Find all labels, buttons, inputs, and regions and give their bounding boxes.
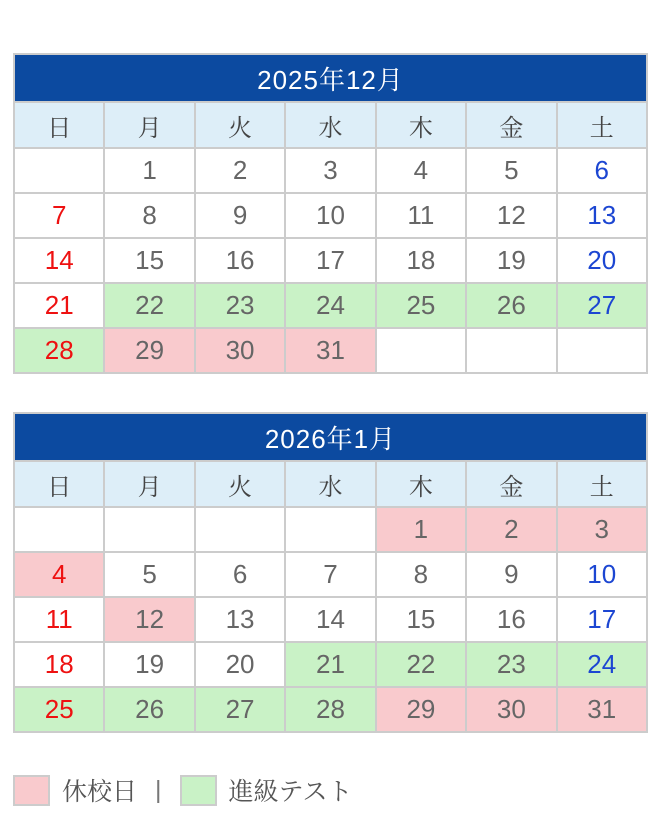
day-cell: 18 <box>14 642 104 687</box>
day-cell: 2 <box>195 148 285 193</box>
day-cell: 29 <box>104 328 194 373</box>
day-cell: 15 <box>376 597 466 642</box>
day-cell: 30 <box>195 328 285 373</box>
day-cell: 20 <box>195 642 285 687</box>
weekday-header: 水 <box>285 461 375 507</box>
day-cell: 10 <box>557 552 647 597</box>
calendar-body <box>14 148 647 373</box>
day-cell: 7 <box>14 193 104 238</box>
day-cell: 23 <box>195 283 285 328</box>
day-cell: 27 <box>557 283 647 328</box>
weekday-header: 火 <box>195 102 285 148</box>
day-cell: 19 <box>104 642 194 687</box>
day-cell: 4 <box>14 552 104 597</box>
day-cell: 22 <box>104 283 194 328</box>
day-cell: 28 <box>14 328 104 373</box>
day-cell: 9 <box>466 552 556 597</box>
empty-day-cell <box>285 507 375 552</box>
week-row <box>14 642 647 687</box>
weekday-row <box>14 102 647 148</box>
day-cell: 17 <box>285 238 375 283</box>
day-cell: 14 <box>14 238 104 283</box>
week-row <box>14 238 647 283</box>
week-row <box>14 687 647 732</box>
day-cell: 23 <box>466 642 556 687</box>
calendar-title-row <box>14 54 647 102</box>
day-cell: 5 <box>104 552 194 597</box>
weekday-header: 日 <box>14 102 104 148</box>
day-cell: 17 <box>557 597 647 642</box>
day-cell: 7 <box>285 552 375 597</box>
empty-day-cell <box>14 507 104 552</box>
day-cell: 22 <box>376 642 466 687</box>
calendar-title: 2025年12月 <box>14 54 647 102</box>
day-cell: 27 <box>195 687 285 732</box>
day-cell: 31 <box>285 328 375 373</box>
day-cell: 15 <box>104 238 194 283</box>
day-cell: 13 <box>557 193 647 238</box>
day-cell: 24 <box>285 283 375 328</box>
weekday-row <box>14 461 647 507</box>
day-cell: 10 <box>285 193 375 238</box>
week-row <box>14 328 647 373</box>
empty-day-cell <box>557 328 647 373</box>
day-cell: 1 <box>376 507 466 552</box>
weekday-header: 火 <box>195 461 285 507</box>
day-cell: 11 <box>14 597 104 642</box>
empty-day-cell <box>195 507 285 552</box>
day-cell: 3 <box>557 507 647 552</box>
empty-day-cell <box>376 328 466 373</box>
day-cell: 12 <box>466 193 556 238</box>
calendar-december-2025 <box>13 53 648 374</box>
day-cell: 21 <box>285 642 375 687</box>
day-cell: 11 <box>376 193 466 238</box>
day-cell: 28 <box>285 687 375 732</box>
calendar-january-2026 <box>13 412 648 733</box>
day-cell: 18 <box>376 238 466 283</box>
day-cell: 8 <box>376 552 466 597</box>
day-cell: 19 <box>466 238 556 283</box>
weekday-header: 水 <box>285 102 375 148</box>
day-cell: 24 <box>557 642 647 687</box>
weekday-header: 土 <box>557 461 647 507</box>
day-cell: 5 <box>466 148 556 193</box>
day-cell: 25 <box>14 687 104 732</box>
weekday-header: 木 <box>376 461 466 507</box>
day-cell: 25 <box>376 283 466 328</box>
day-cell: 2 <box>466 507 556 552</box>
day-cell: 16 <box>195 238 285 283</box>
legend <box>13 772 648 808</box>
day-cell: 6 <box>557 148 647 193</box>
day-cell: 1 <box>104 148 194 193</box>
day-cell: 21 <box>14 283 104 328</box>
week-row <box>14 507 647 552</box>
week-row <box>14 283 647 328</box>
day-cell: 4 <box>376 148 466 193</box>
weekday-header: 土 <box>557 102 647 148</box>
day-cell: 30 <box>466 687 556 732</box>
day-cell: 31 <box>557 687 647 732</box>
day-cell: 8 <box>104 193 194 238</box>
empty-day-cell <box>14 148 104 193</box>
week-row <box>14 148 647 193</box>
closed-day-label: 休校日 <box>62 778 138 806</box>
weekday-header: 木 <box>376 102 466 148</box>
calendar-body <box>14 507 647 732</box>
day-cell: 29 <box>376 687 466 732</box>
empty-day-cell <box>104 507 194 552</box>
weekday-header: 月 <box>104 461 194 507</box>
weekday-header: 月 <box>104 102 194 148</box>
week-row <box>14 597 647 642</box>
week-row <box>14 193 647 238</box>
legend-separator: | <box>155 775 162 804</box>
test-day-swatch <box>180 775 217 806</box>
day-cell: 14 <box>285 597 375 642</box>
day-cell: 20 <box>557 238 647 283</box>
day-cell: 26 <box>104 687 194 732</box>
day-cell: 9 <box>195 193 285 238</box>
calendar-title: 2026年1月 <box>14 413 647 461</box>
weekday-header: 金 <box>466 102 556 148</box>
day-cell: 12 <box>104 597 194 642</box>
closed-day-swatch <box>13 775 50 806</box>
day-cell: 6 <box>195 552 285 597</box>
day-cell: 13 <box>195 597 285 642</box>
test-day-label: 進級テスト <box>228 778 353 806</box>
day-cell: 16 <box>466 597 556 642</box>
day-cell: 3 <box>285 148 375 193</box>
empty-day-cell <box>466 328 556 373</box>
calendar-title-row <box>14 413 647 461</box>
week-row <box>14 552 647 597</box>
weekday-header: 金 <box>466 461 556 507</box>
weekday-header: 日 <box>14 461 104 507</box>
day-cell: 26 <box>466 283 556 328</box>
